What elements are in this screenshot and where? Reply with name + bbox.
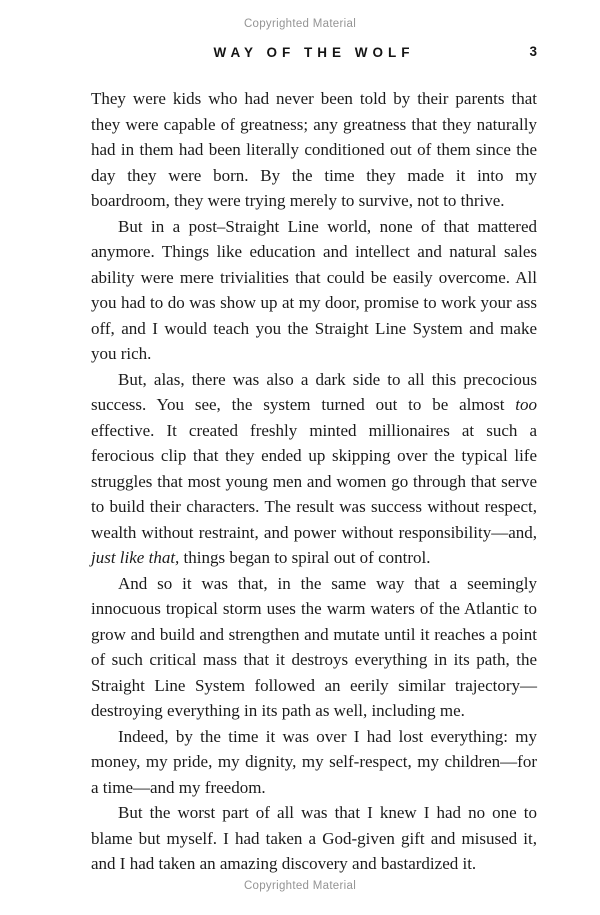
text-run: But, alas, there was also a dark side to all this precocious success. You see, the system turned out to be almost: [91, 369, 537, 414]
text-run: But in a post–Straight Line world, none of that mattered anymore. Things like education and intellect and natural sales ability were mere trivialities that could be easily overcome. All you had to do was show up at my door, promise to work your ass off, and I would teach you the Straight Line System and make you rich.: [91, 216, 537, 363]
text-run: But the worst part of all was that I knew I had no one to blame but myself. I had taken a God-given gift and misused it, and I had taken an amazing discovery and bastardized it.: [91, 803, 537, 873]
text-run: And so it was that, in the same way that a seemingly innocuous tropical storm uses the warm waters of the Atlantic to grow and build and strengthen and mutate until it reaches a point of such critical mass that it destroys everything in its path, the Straight Line System followed an eerily similar trajectory—destroying everything in its path as well, including me.: [91, 573, 537, 720]
paragraph: [91, 86, 537, 214]
copyright-notice-bottom: Copyrighted Material: [243, 880, 357, 892]
text-run: effective. It created freshly minted millionaires at such a ferocious clip that they ended up skipping over the typical life struggles that most young men and women go through that serve to build their characters. The result was success without respect, wealth without restraint, and power without responsibility—and,: [91, 420, 537, 542]
page-number: 3: [529, 44, 537, 59]
paragraph: [91, 571, 537, 724]
italic-text-run: too: [515, 395, 537, 414]
italic-text-run: just like that,: [91, 548, 180, 567]
paragraph: [91, 367, 537, 571]
paragraph: [91, 800, 537, 877]
text-run: Indeed, by the time it was over I had lost everything: my money, my pride, my dignity, my self-respect, my children—for a time—and my freedom.: [91, 726, 537, 797]
text-run: They were kids who had never been told by their parents that they were capable of greatness; any greatness that they naturally had in them had been literally conditioned out of them since the day they were born. By the time they made it into my boardroom, they were trying merely to survive, not to thrive.: [91, 89, 537, 210]
page-header: [91, 44, 537, 62]
running-head-title: WAY OF THE WOLF: [213, 45, 415, 60]
body-text: [91, 86, 537, 877]
text-run: things began to spiral out of control.: [179, 548, 431, 567]
paragraph: [91, 724, 537, 801]
copyright-notice-top: Copyrighted Material: [243, 18, 357, 30]
paragraph: [91, 214, 537, 367]
